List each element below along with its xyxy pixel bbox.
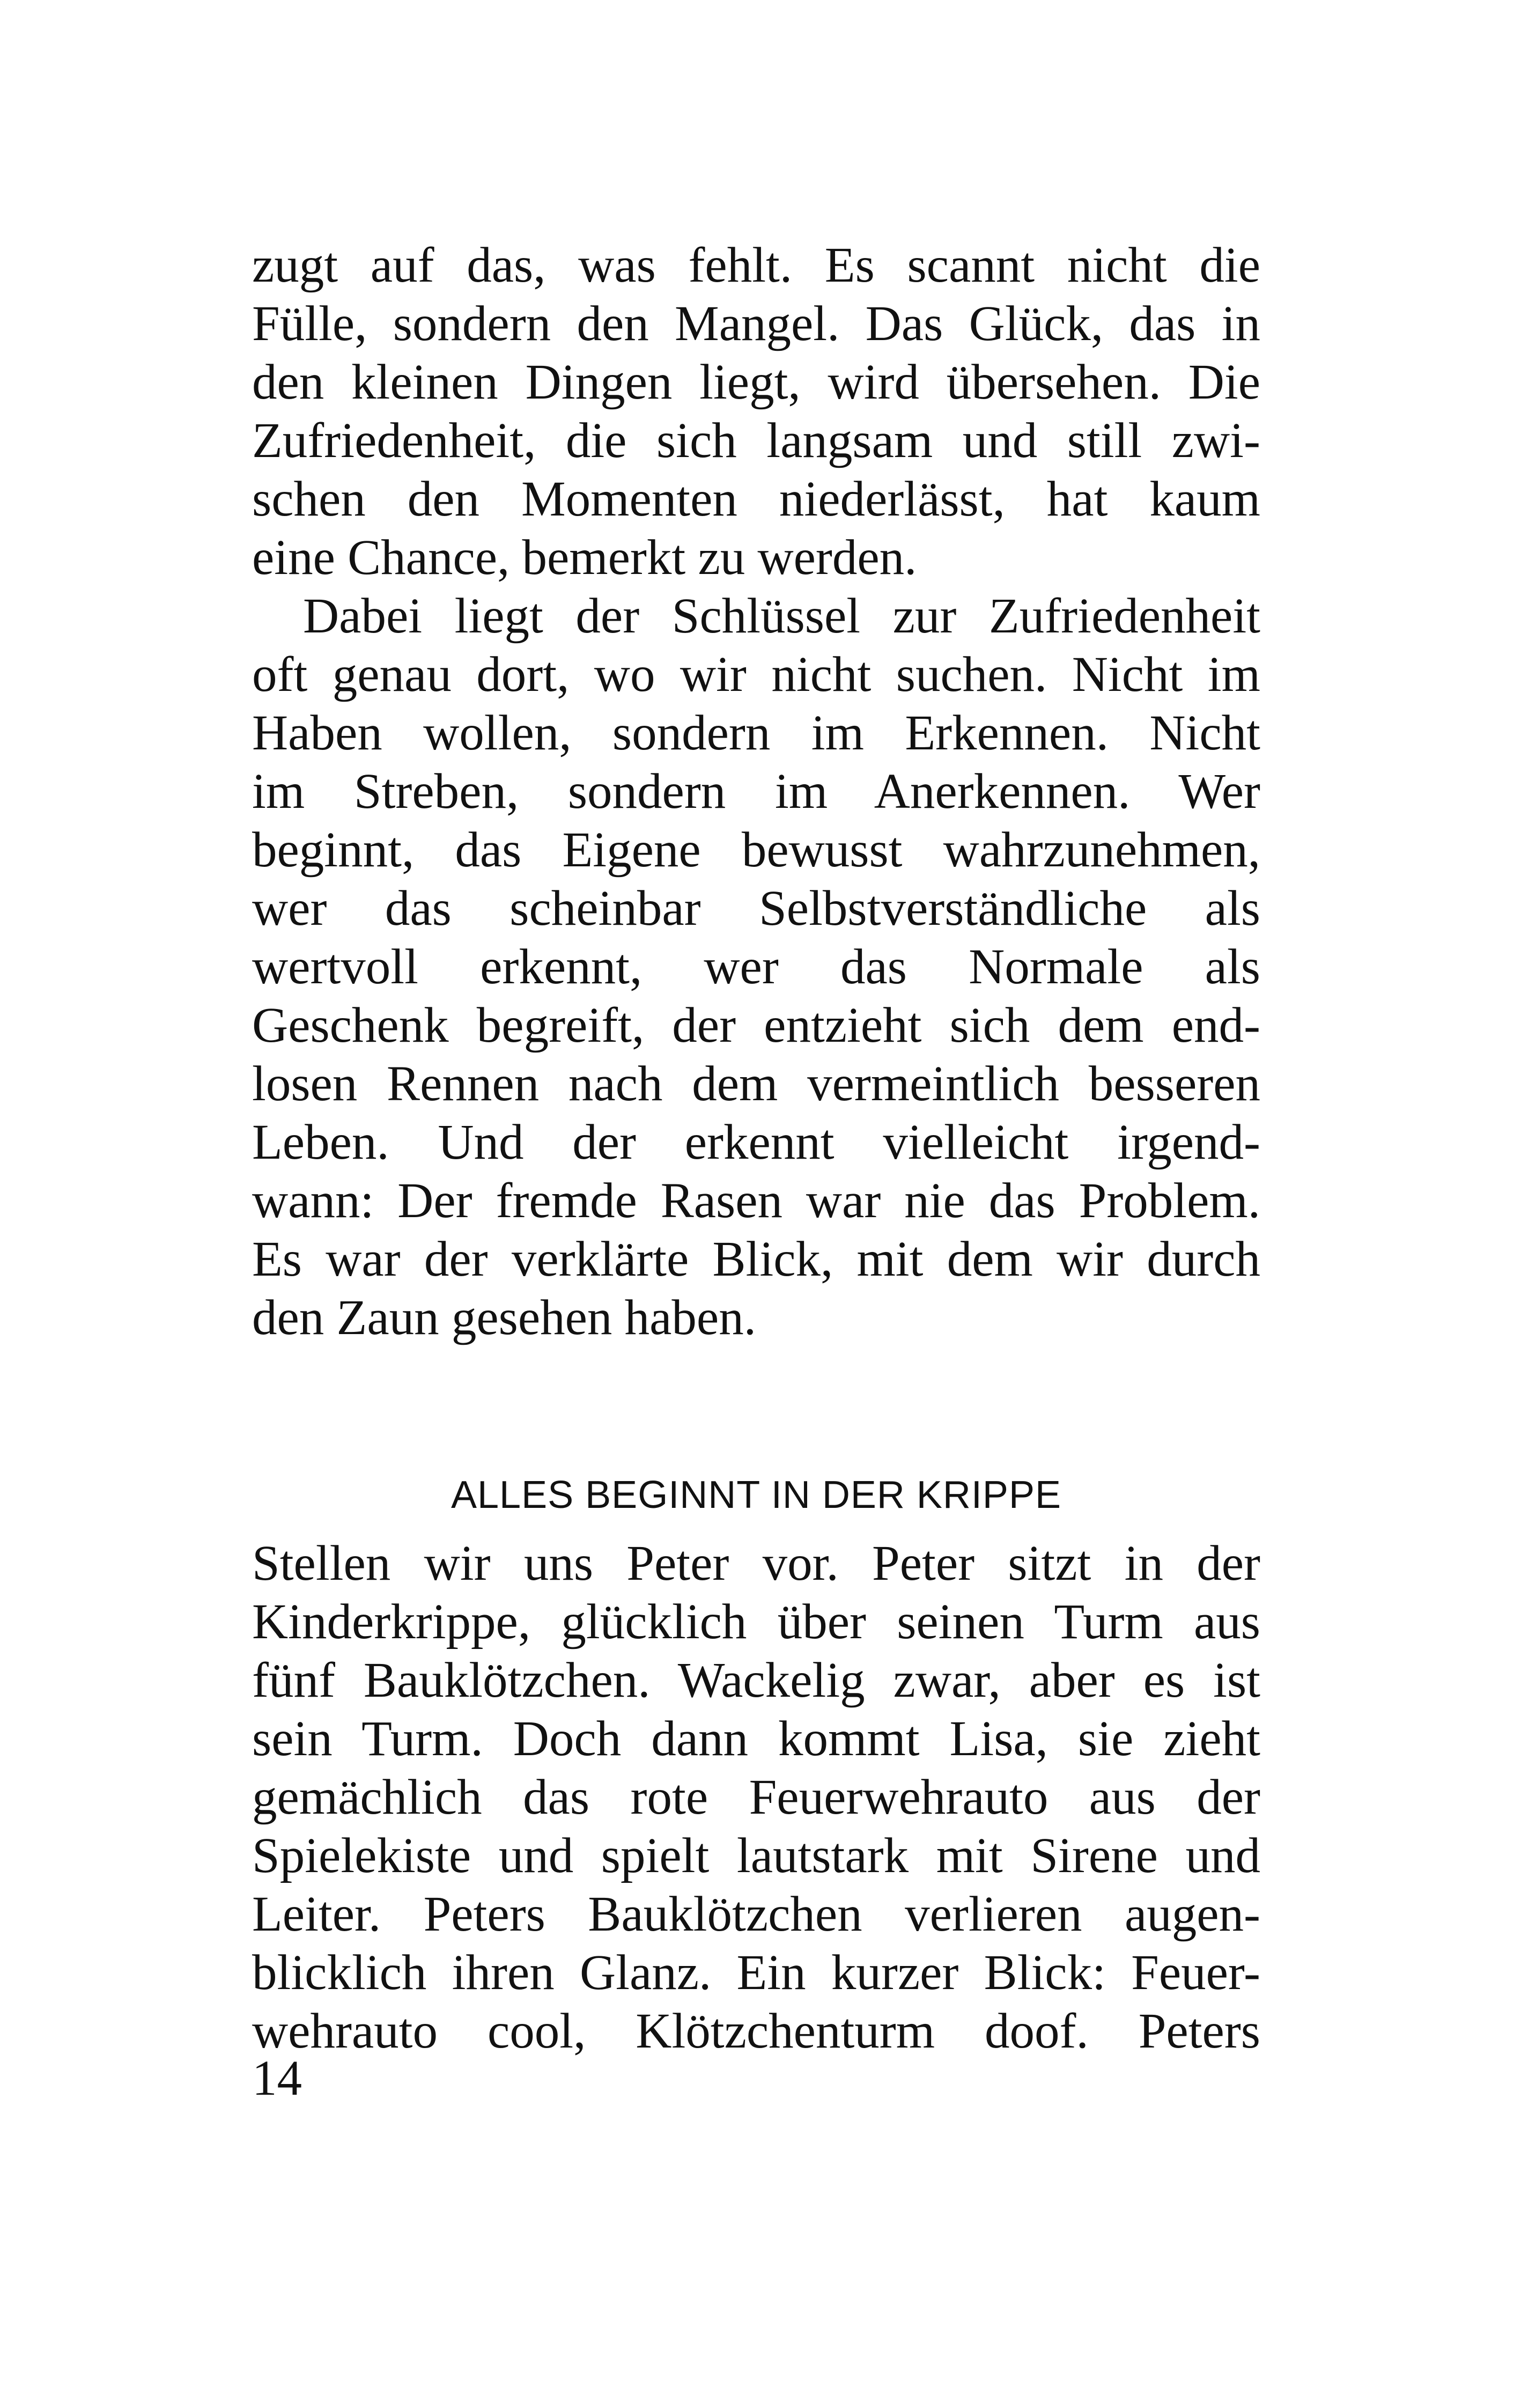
text-line: Zufriedenheit, die sich langsam und still zwi-	[252, 413, 1260, 468]
text-line: wann: Der fremde Rasen war nie das Problem.	[252, 1173, 1260, 1228]
text-line: Stellen wir uns Peter vor. Peter sitzt in der	[252, 1536, 1260, 1591]
text-line: eine Chance, bemerkt zu werden.	[252, 530, 917, 585]
section-1-text	[252, 236, 1260, 1347]
chapter-heading: ALLES BEGINNT IN DER KRIPPE	[451, 1474, 1061, 1516]
text-line: blicklich ihren Glanz. Ein kurzer Blick: Feuer-	[252, 1945, 1260, 2000]
paragraph-2	[252, 587, 1260, 1347]
text-line: im Streben, sondern im Anerkennen. Wer	[252, 764, 1260, 819]
text-line: fünf Bauklötzchen. Wackelig zwar, aber es ist	[252, 1653, 1260, 1708]
text-line: Geschenk begreift, der entzieht sich dem end-	[252, 998, 1260, 1053]
paragraph-1	[252, 236, 1260, 587]
text-line: Haben wollen, sondern im Erkennen. Nicht	[252, 705, 1260, 761]
text-line: wer das scheinbar Selbstverständliche als	[252, 881, 1260, 936]
text-line: sein Turm. Doch dann kommt Lisa, sie zieht	[252, 1711, 1260, 1766]
page-number: 14	[252, 2051, 302, 2106]
text-line: Leben. Und der erkennt vielleicht irgend-	[252, 1115, 1260, 1170]
text-line: wertvoll erkennt, wer das Normale als	[252, 939, 1260, 995]
text-line: Spielekiste und spielt lautstark mit Sirene und	[252, 1828, 1260, 1883]
text-line: Es war der verklärte Blick, mit dem wir durch	[252, 1232, 1260, 1287]
text-line: schen den Momenten niederlässt, hat kaum	[252, 472, 1260, 527]
text-line: gemächlich das rote Feuerwehrauto aus der	[252, 1770, 1260, 1825]
text-line: Dabei liegt der Schlüssel zur Zufriedenheit	[303, 588, 1260, 644]
text-line: zugt auf das, was fehlt. Es scannt nicht die	[252, 238, 1260, 293]
text-line: losen Rennen nach dem vermeintlich besseren	[252, 1056, 1260, 1111]
paragraph-3	[252, 1534, 1260, 2060]
text-line: Fülle, sondern den Mangel. Das Glück, das in	[252, 296, 1260, 351]
text-line: den kleinen Dingen liegt, wird übersehen. Die	[252, 355, 1260, 410]
text-line: Kinderkrippe, glücklich über seinen Turm aus	[252, 1594, 1260, 1649]
text-line: oft genau dort, wo wir nicht suchen. Nicht im	[252, 647, 1260, 702]
text-line: den Zaun gesehen haben.	[252, 1290, 756, 1345]
text-line: wehrauto cool, Klötzchenturm doof. Peters	[252, 2004, 1260, 2059]
text-line: beginnt, das Eigene bewusst wahrzunehmen,	[252, 822, 1260, 878]
section-2-text	[252, 1534, 1260, 2060]
text-line: Leiter. Peters Bauklötzchen verlieren augen-	[252, 1887, 1260, 1942]
